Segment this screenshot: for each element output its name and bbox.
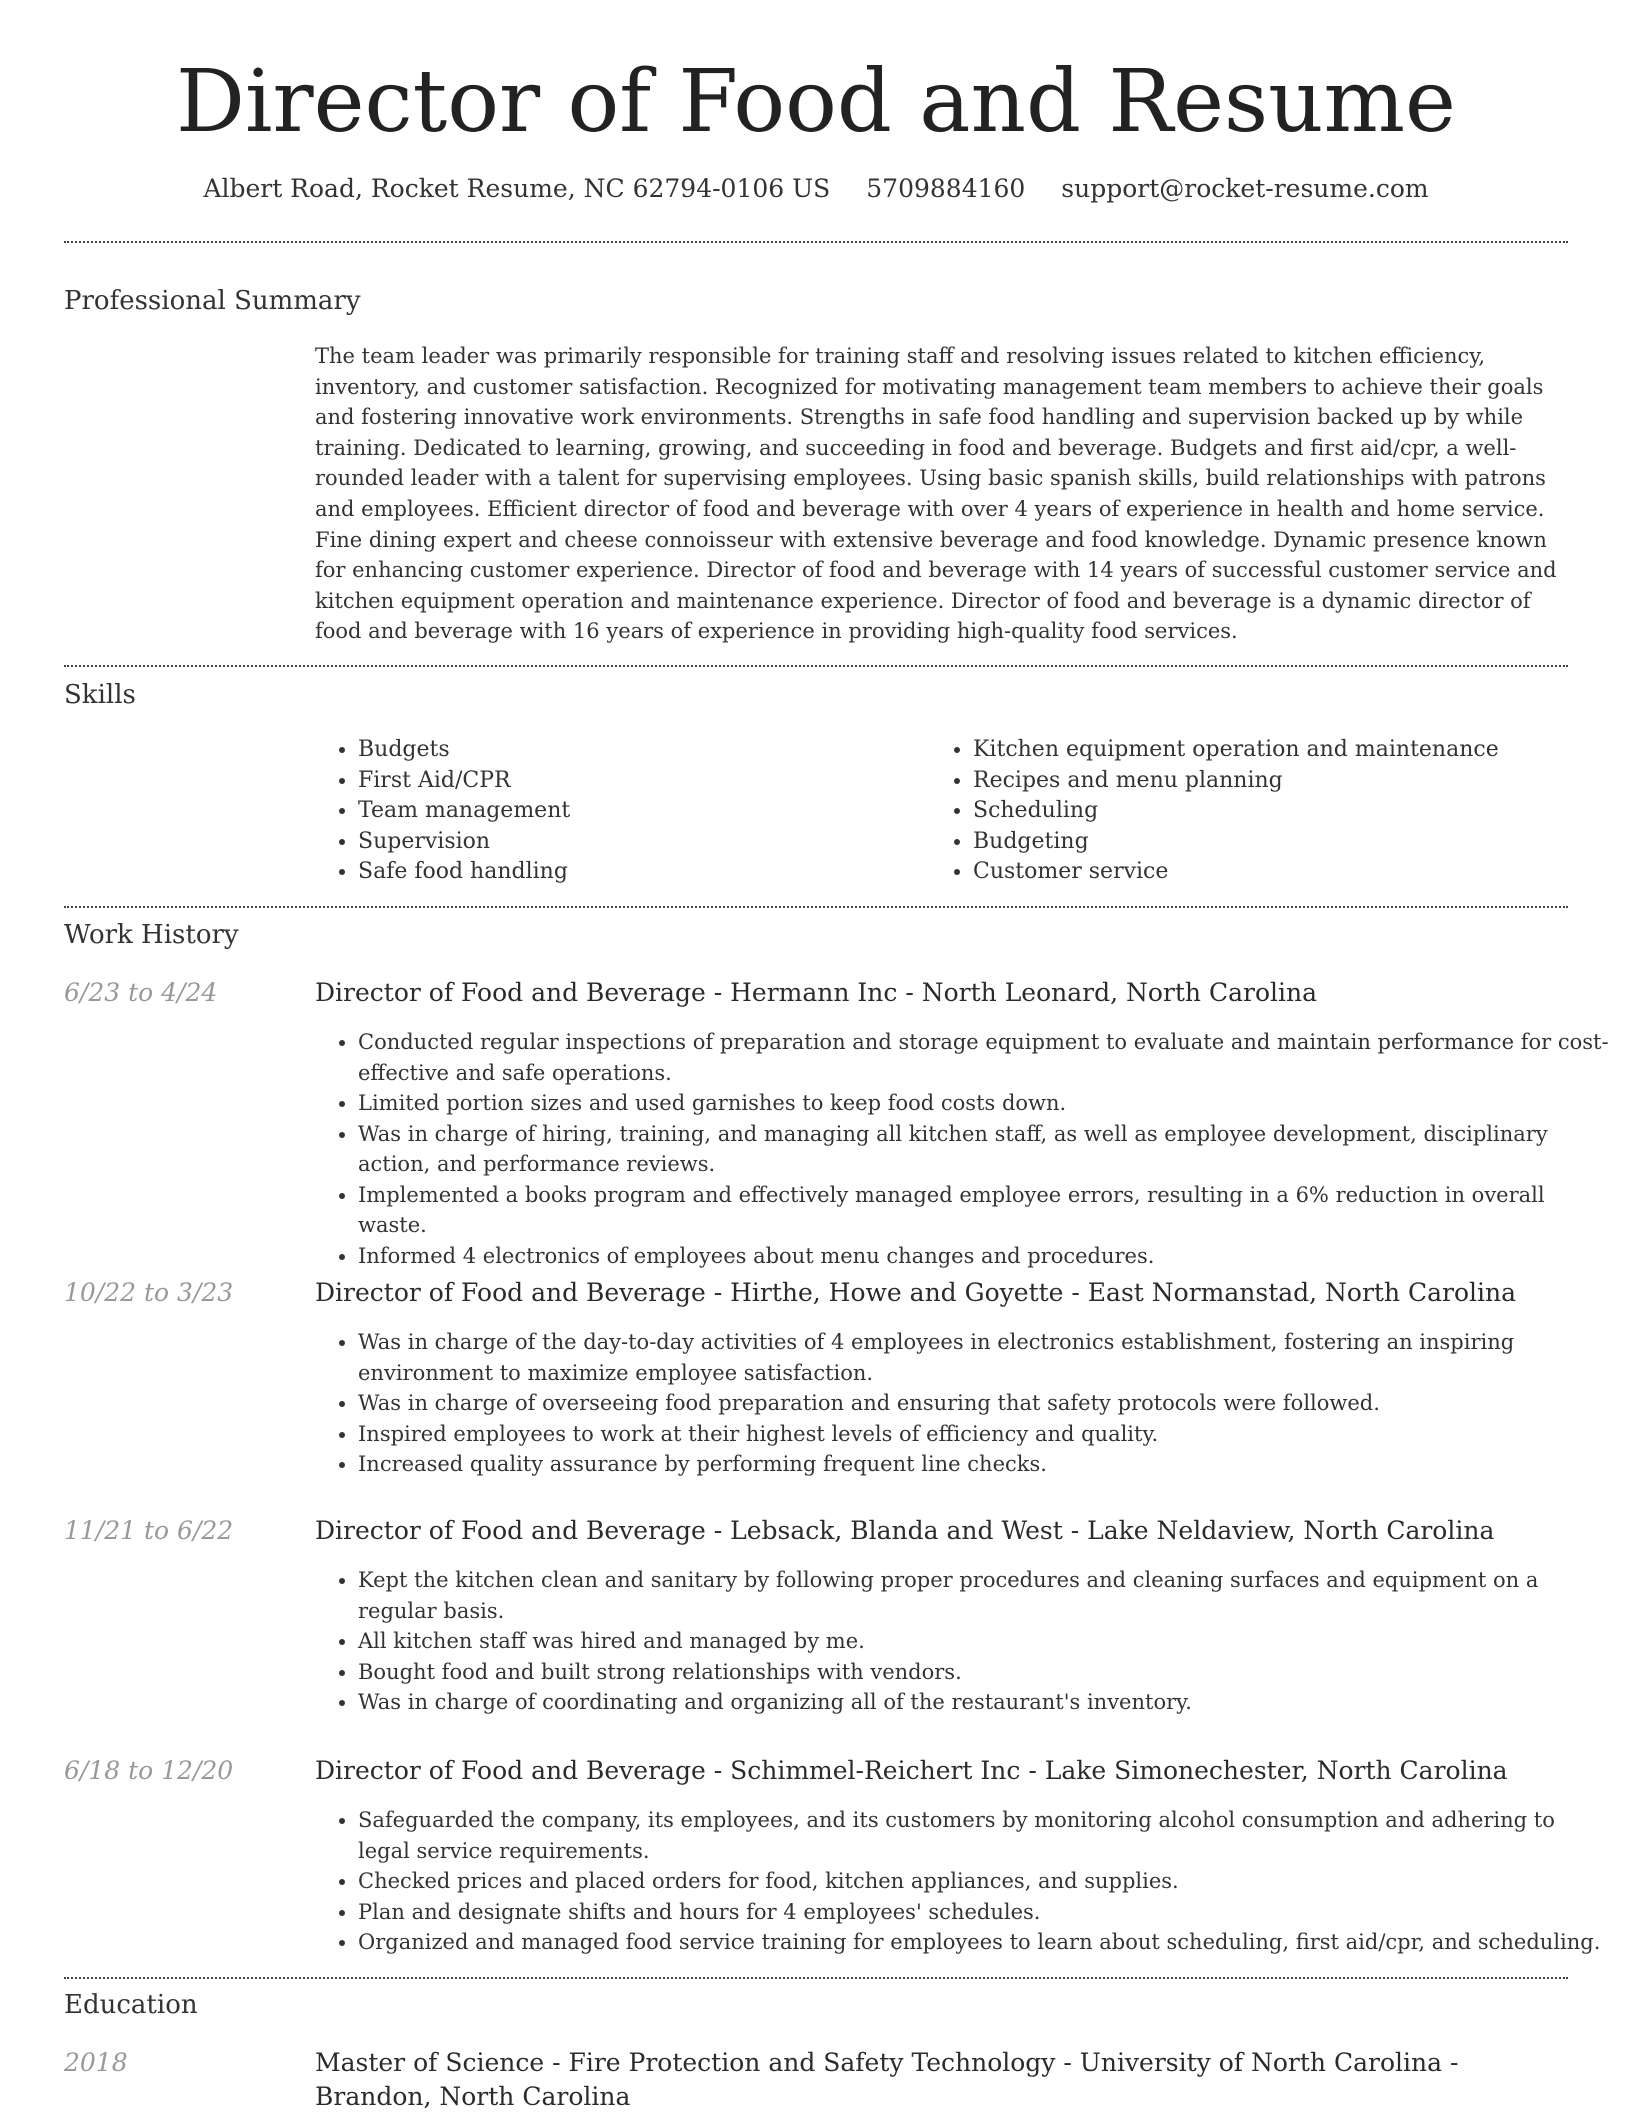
job-bullet: • Was in charge of coordinating and organizing all of the restaurant's inventory. <box>358 1687 1611 1718</box>
skill-item: • Safe food handling <box>358 857 958 888</box>
education-year: 2018 <box>64 2048 128 2077</box>
resume-name: Director of Food and Resume <box>176 52 1456 152</box>
skills-list-left <box>315 735 958 888</box>
skill-item: • Scheduling <box>973 796 1573 827</box>
job-bullet: • Implemented a books program and effectively managed employee errors, resulting in a 6% reduction in overall waste. <box>358 1180 1611 1241</box>
skill-item: • Supervision <box>358 827 958 858</box>
job-bullet: • All kitchen staff was hired and managed by me. <box>358 1626 1611 1657</box>
job-bullet: • Inspired employees to work at their highest levels of efficiency and quality. <box>358 1419 1611 1450</box>
job-bullet: • Conducted regular inspections of preparation and storage equipment to evaluate and maintain performance for cost-effective and safe operations. <box>358 1027 1611 1088</box>
contact-address: Albert Road, Rocket Resume, NC 62794-0106 US <box>203 174 831 203</box>
job-title: Director of Food and Beverage - Lebsack, Blanda and West - Lake Neldaview, North Carolina <box>315 1516 1495 1545</box>
job-bullet: • Bought food and built strong relationships with vendors. <box>358 1657 1611 1688</box>
section-divider <box>64 241 1568 243</box>
education-title: Master of Science - Fire Protection and Safety Technology - University of North Carolina - Brandon, North Carolina <box>315 2048 1459 2111</box>
job-dates: 10/22 to 3/23 <box>64 1278 234 1307</box>
job-title: Director of Food and Beverage - Hirthe, Howe and Goyette - East Normanstad, North Carolina <box>315 1278 1517 1307</box>
skill-item: • Budgets <box>358 735 958 766</box>
section-divider <box>64 1977 1568 1979</box>
job-dates: 6/18 to 12/20 <box>64 1756 234 1785</box>
skill-item: • Kitchen equipment operation and maintenance <box>973 735 1573 766</box>
skills-heading: Skills <box>64 680 136 710</box>
skill-item: • Team management <box>358 796 958 827</box>
contact-line <box>0 172 1632 206</box>
skills-list-right <box>930 735 1573 888</box>
job-title: Director of Food and Beverage - Hermann Inc - North Leonard, North Carolina <box>315 978 1318 1007</box>
skill-item: • Customer service <box>973 857 1573 888</box>
job-bullet: • Checked prices and placed orders for food, kitchen appliances, and supplies. <box>358 1866 1611 1897</box>
job-dates: 6/23 to 4/24 <box>64 978 218 1007</box>
job-bullet: • Limited portion sizes and used garnishes to keep food costs down. <box>358 1088 1611 1119</box>
job-bullet: • Was in charge of overseeing food preparation and ensuring that safety protocols were followed. <box>358 1388 1611 1419</box>
job-dates: 11/21 to 6/22 <box>64 1516 234 1545</box>
summary-text: The team leader was primarily responsible for training staff and resolving issues related to kitchen efficiency, inventory, and customer satisfaction. Recognized for motivating management team members to achieve their goals and fostering innovative work environments. Strengths in safe food handling and supervision backed up by while training. Dedicated to learning, growing, and succeeding in food and beverage. Budgets and first aid/cpr, a well-rounded leader with a talent for supervising employees. Using basic spanish skills, build relationships with patrons and employees. Efficient director of food and beverage with over 4 years of experience in health and home service. Fine dining expert and cheese connoisseur with extensive beverage and food knowledge. Dynamic presence known for enhancing customer experience. Director of food and beverage with 14 years of successful customer service and kitchen equipment operation and maintenance experience. Director of food and beverage is a dynamic director of food and beverage with 16 years of experience in providing high-quality food services. <box>315 344 1557 644</box>
job-bullet: • Kept the kitchen clean and sanitary by following proper procedures and cleaning surfaces and equipment on a regular basis. <box>358 1565 1611 1626</box>
job-bullets <box>315 1327 1611 1480</box>
job-bullets <box>315 1805 1611 1958</box>
job-bullet: • Safeguarded the company, its employees, and its customers by monitoring alcohol consumption and adhering to legal service requirements. <box>358 1805 1611 1866</box>
job-bullet: • Organized and managed food service training for employees to learn about scheduling, first aid/cpr, and scheduling. <box>358 1927 1611 1958</box>
job-bullet: • Plan and designate shifts and hours for 4 employees' schedules. <box>358 1897 1611 1928</box>
skill-item: • Recipes and menu planning <box>973 766 1573 797</box>
skill-item: • Budgeting <box>973 827 1573 858</box>
section-divider <box>64 906 1568 908</box>
contact-phone: 5709884160 <box>866 174 1026 203</box>
job-bullet: • Increased quality assurance by performing frequent line checks. <box>358 1449 1611 1480</box>
job-bullets <box>315 1565 1611 1718</box>
section-divider <box>64 665 1568 667</box>
job-bullet: • Informed 4 electronics of employees about menu changes and procedures. <box>358 1241 1611 1272</box>
job-bullet: • Was in charge of the day-to-day activities of 4 employees in electronics establishment, fostering an inspiring environment to maximize employee satisfaction. <box>358 1327 1611 1388</box>
job-title: Director of Food and Beverage - Schimmel-Reichert Inc - Lake Simonechester, North Carolina <box>315 1756 1508 1785</box>
skill-item: • First Aid/CPR <box>358 766 958 797</box>
summary-heading: Professional Summary <box>64 286 361 316</box>
job-bullet: • Was in charge of hiring, training, and managing all kitchen staff, as well as employee development, disciplinary action, and performance reviews. <box>358 1119 1611 1180</box>
job-bullets <box>315 1027 1611 1271</box>
work-heading: Work History <box>64 920 239 950</box>
education-heading: Education <box>64 1990 198 2020</box>
contact-email: support@rocket-resume.com <box>1061 174 1429 203</box>
